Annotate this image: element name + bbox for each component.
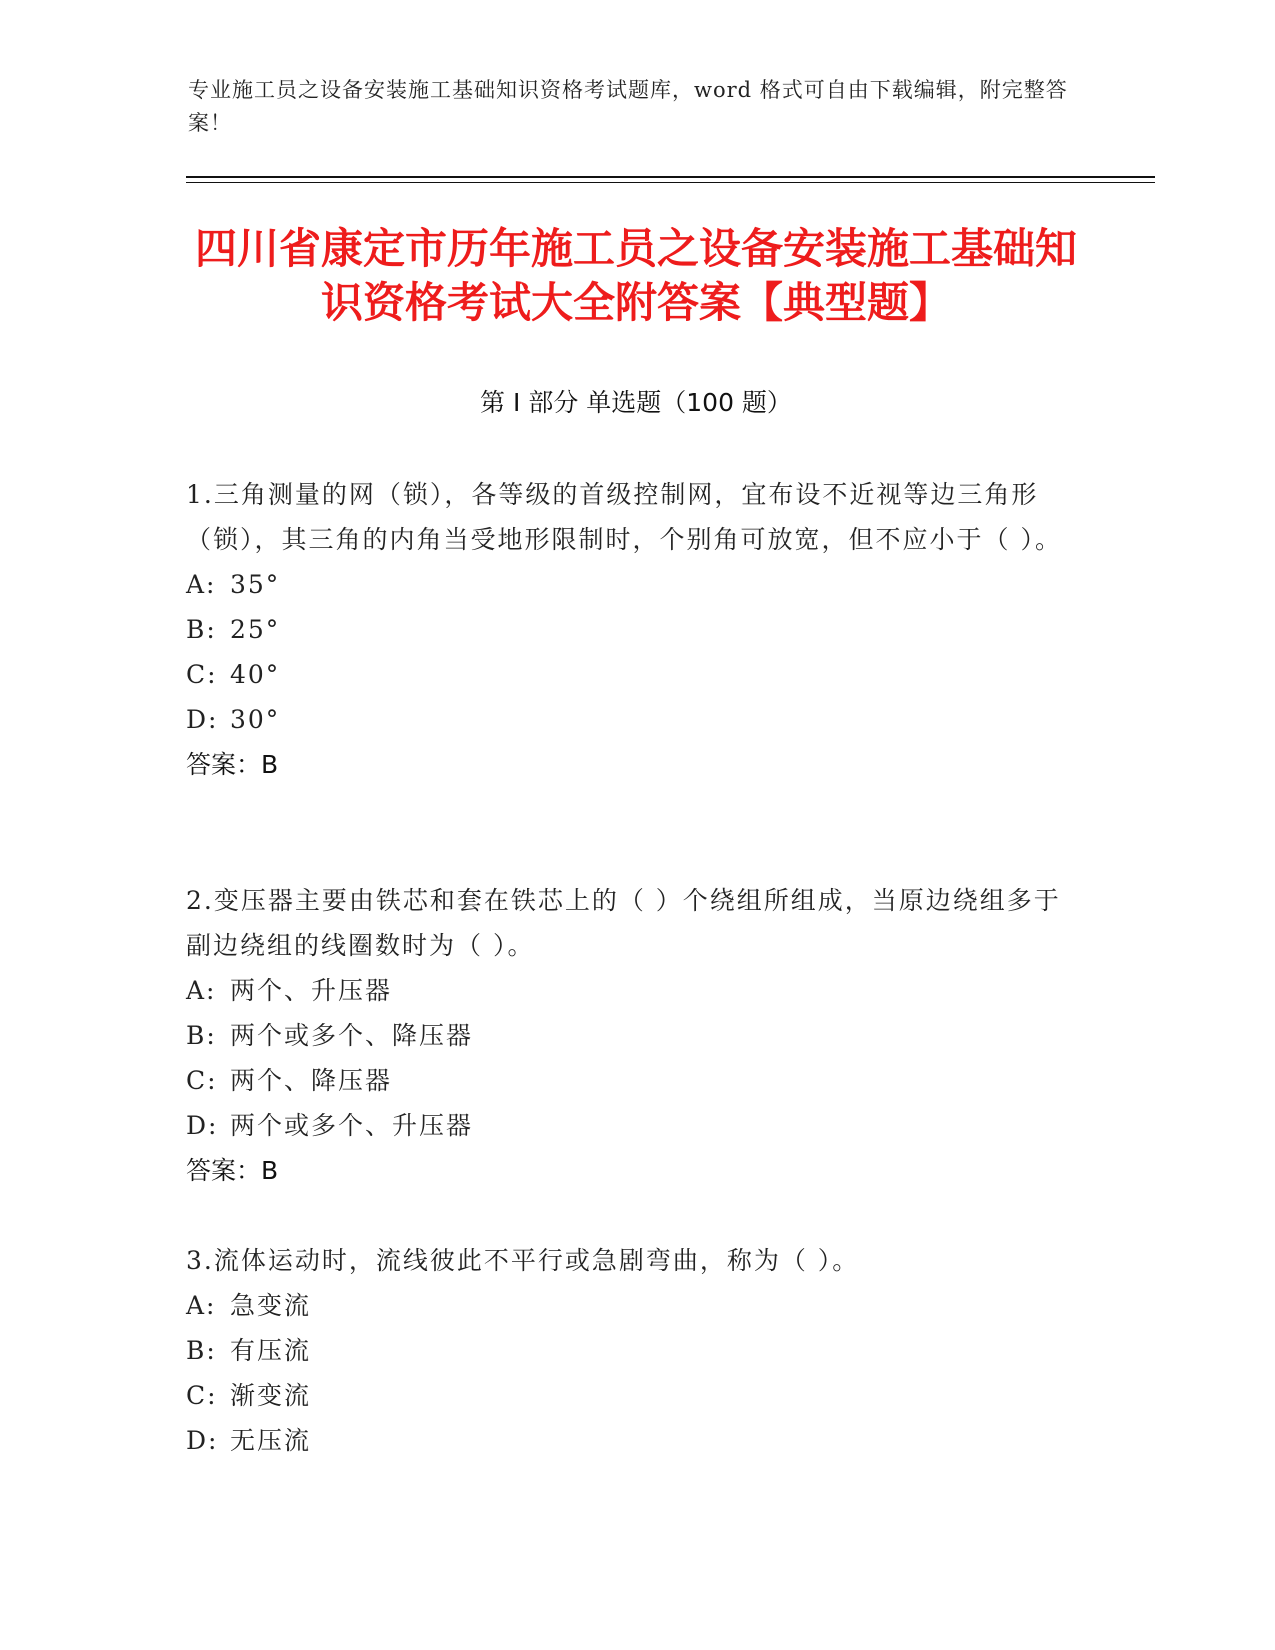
option-d	[186, 697, 1066, 742]
option-key: A:	[186, 570, 217, 599]
question-3	[186, 1238, 1066, 1463]
option-key: C:	[186, 1381, 218, 1410]
option-text: 急变流	[230, 1291, 312, 1320]
option-key: C:	[186, 1066, 218, 1095]
option-text: 两个、降压器	[230, 1066, 393, 1095]
option-c	[186, 652, 1066, 697]
option-text: 35°	[230, 570, 281, 599]
option-key: A:	[186, 1291, 217, 1320]
option-text: 25°	[230, 615, 281, 644]
header-divider-thick	[186, 176, 1155, 178]
question-stem: 2.变压器主要由铁芯和套在铁芯上的（ ）个绕组所组成，当原边绕组多于副边绕组的线圈数时为（ ）。	[186, 886, 1061, 960]
option-key: A:	[186, 976, 217, 1005]
option-key: D:	[186, 705, 219, 734]
question-2	[186, 878, 1066, 1193]
answer: 答案：B	[186, 1156, 279, 1185]
option-a	[186, 562, 1066, 607]
header-divider-thin	[186, 182, 1155, 183]
option-key: C:	[186, 660, 218, 689]
option-b	[186, 607, 1066, 652]
question-stem: 1.三角测量的网（锁），各等级的首级控制网，宜布设不近视等边三角形（锁），其三角的内角当受地形限制时，个别角可放宽，但不应小于（ ）。	[186, 480, 1062, 554]
option-text: 两个或多个、升压器	[230, 1111, 474, 1140]
option-b	[186, 1328, 1066, 1373]
option-text: 两个、升压器	[230, 976, 393, 1005]
option-d	[186, 1103, 1066, 1148]
document-title: 四川省康定市历年施工员之设备安装施工基础知识资格考试大全附答案【典型题】	[194, 224, 1077, 327]
option-text: 两个或多个、降压器	[230, 1021, 474, 1050]
answer: 答案：B	[186, 750, 279, 779]
option-c	[186, 1373, 1066, 1418]
section-title: 第 I 部分 单选题（100 题）	[480, 388, 792, 417]
header-note: 专业施工员之设备安装施工基础知识资格考试题库，word 格式可自由下载编辑，附完整答案！	[188, 78, 1068, 135]
option-a	[186, 1283, 1066, 1328]
option-key: B:	[186, 1336, 217, 1365]
question-1	[186, 472, 1066, 787]
option-d	[186, 1418, 1066, 1463]
option-text: 有压流	[230, 1336, 312, 1365]
option-a	[186, 968, 1066, 1013]
option-text: 40°	[230, 660, 281, 689]
option-key: D:	[186, 1111, 219, 1140]
option-c	[186, 1058, 1066, 1103]
option-text: 渐变流	[230, 1381, 312, 1410]
question-stem: 3.流体运动时，流线彼此不平行或急剧弯曲，称为（ ）。	[186, 1246, 860, 1275]
option-text: 无压流	[230, 1426, 312, 1455]
option-key: B:	[186, 615, 217, 644]
option-b	[186, 1013, 1066, 1058]
option-text: 30°	[230, 705, 281, 734]
option-key: B:	[186, 1021, 217, 1050]
option-key: D:	[186, 1426, 219, 1455]
